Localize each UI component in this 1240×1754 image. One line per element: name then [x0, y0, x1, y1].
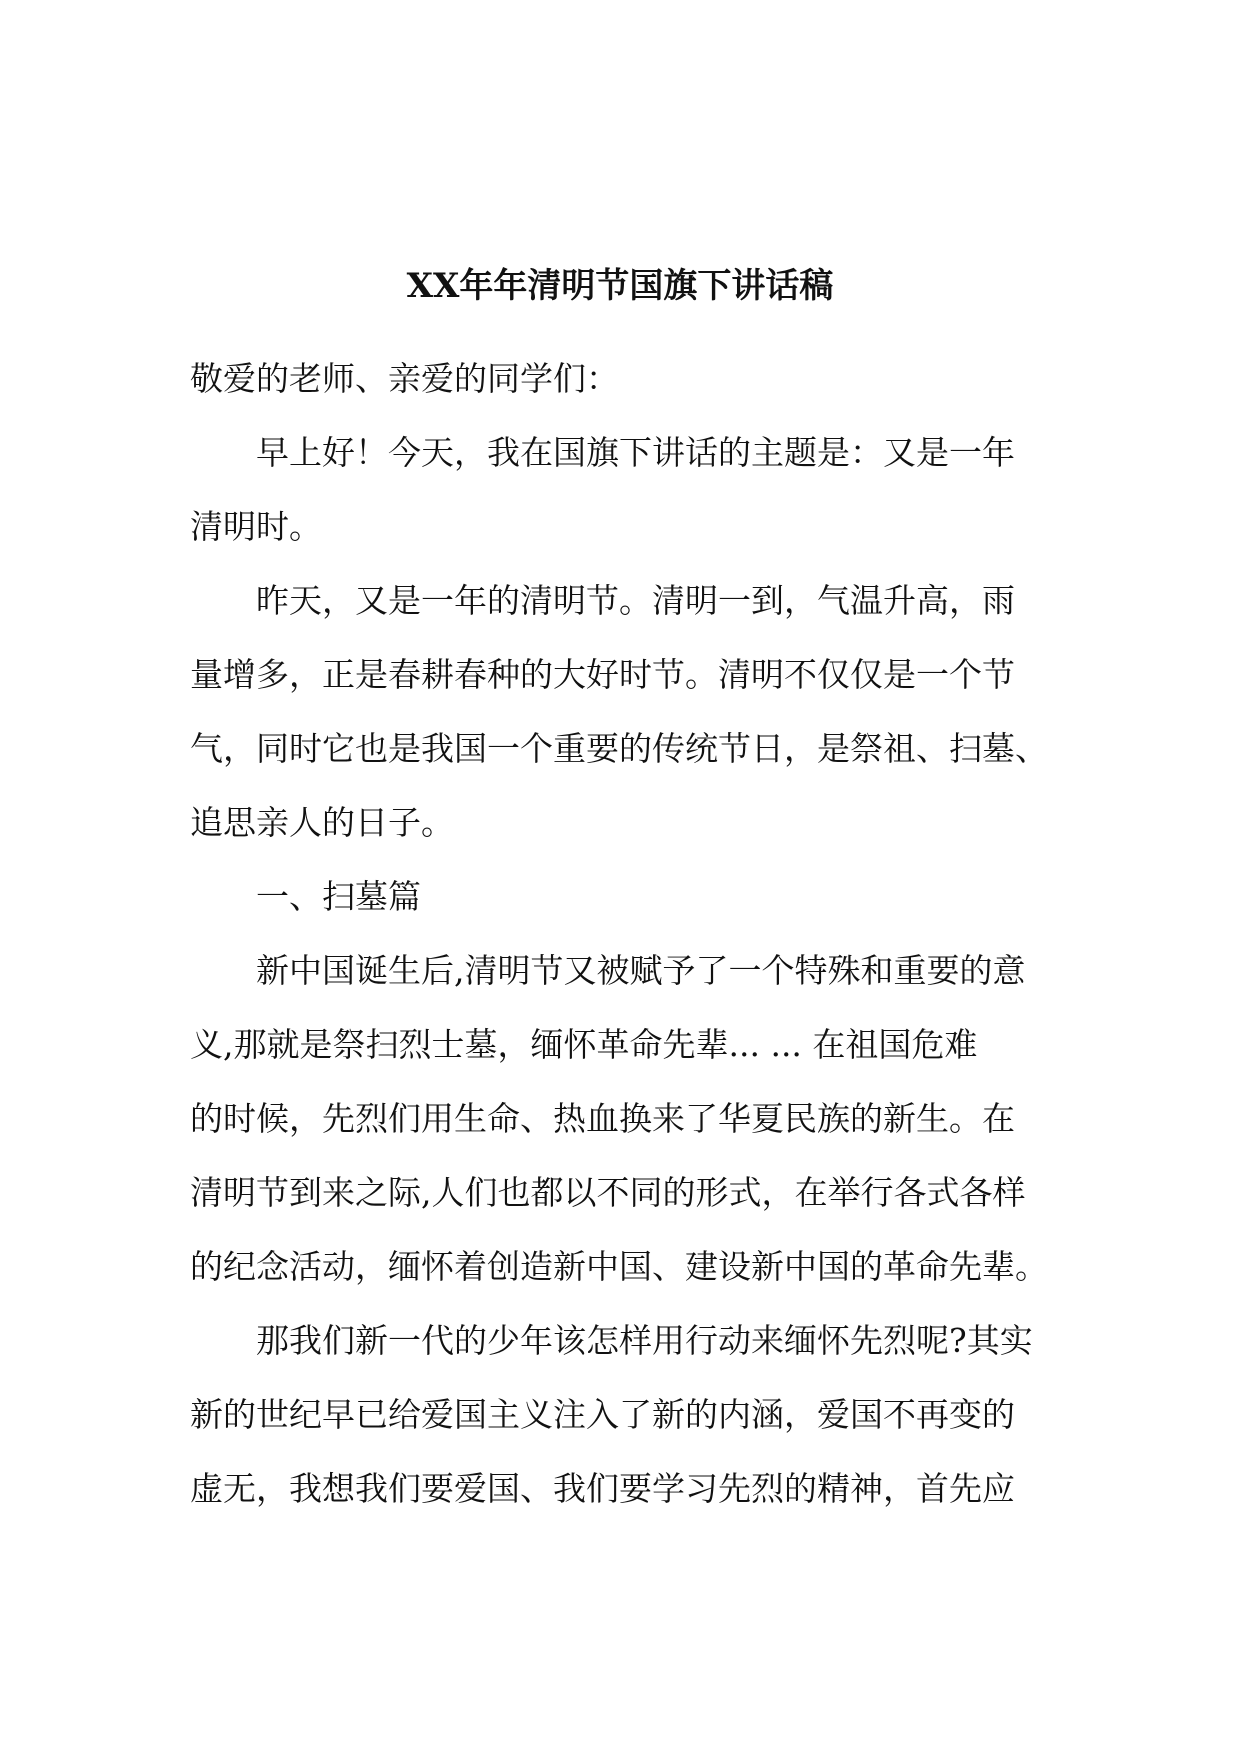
body-line-4: 量增多，正是春耕春种的大好时节。清明不仅仅是一个节	[190, 655, 1015, 694]
document-title: XX年年清明节国旗下讲话稿	[406, 266, 834, 306]
body-line-6: 追思亲人的日子。	[190, 803, 454, 842]
body-line-3: 昨天，又是一年的清明节。清明一到，气温升高，雨	[256, 581, 1015, 620]
body-line-9: 的时候，先烈们用生命、热血换来了华夏民族的新生。在	[190, 1099, 1015, 1138]
body-line-11: 的纪念活动，缅怀着创造新中国、建设新中国的革命先辈。	[190, 1247, 1048, 1286]
body-line-14: 虚无，我想我们要爱国、我们要学习先烈的精神，首先应	[190, 1469, 1015, 1508]
body-line-10: 清明节到来之际,人们也都以不同的形式，在举行各式各样	[190, 1173, 1026, 1212]
body-line-13: 新的世纪早已给爱国主义注入了新的内涵，爱国不再变的	[190, 1395, 1015, 1434]
section-heading: 一、扫墓篇	[256, 877, 421, 916]
body-line-7: 新中国诞生后,清明节又被赋予了一个特殊和重要的意	[256, 951, 1026, 990]
greeting-line: 敬爱的老师、亲爱的同学们：	[190, 359, 619, 398]
body-line-2: 清明时。	[190, 507, 322, 546]
body-line-8: 义,那就是祭扫烈士墓，缅怀革命先辈... ... 在祖国危难	[190, 1025, 978, 1064]
body-line-1: 早上好！今天，我在国旗下讲话的主题是：又是一年	[256, 433, 1015, 472]
body-line-12: 那我们新一代的少年该怎样用行动来缅怀先烈呢?其实	[256, 1321, 1033, 1360]
body-line-5: 气，同时它也是我国一个重要的传统节日，是祭祖、扫墓、	[190, 729, 1048, 768]
